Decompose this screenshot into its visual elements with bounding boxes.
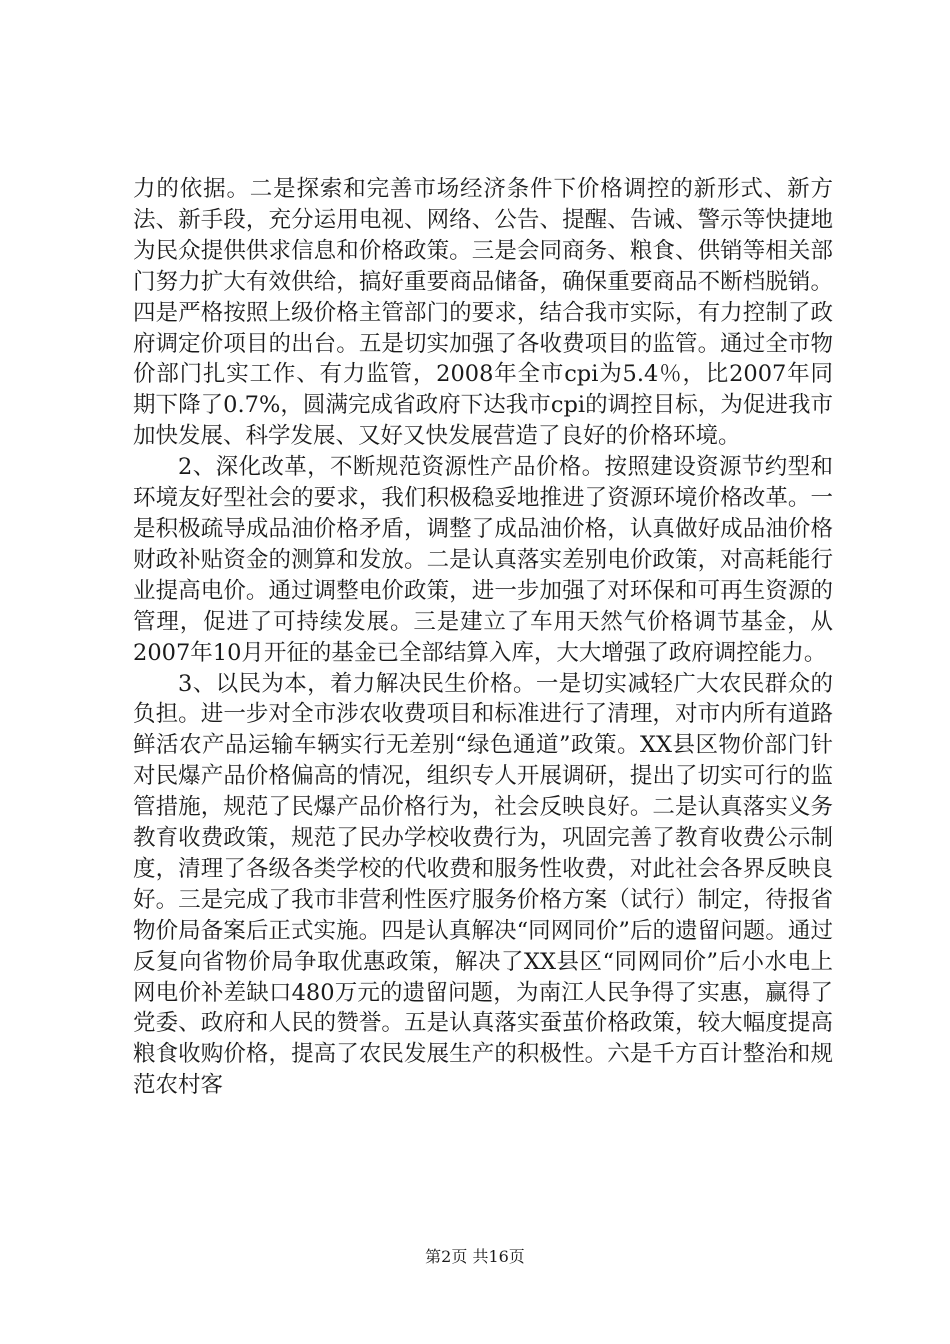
page-footer: 第2页 共16页: [425, 1247, 525, 1266]
paragraph-1: 力的依据。二是探索和完善市场经济条件下价格调控的新形式、新方法、新手段，充分运用电视、网络、公告、提醒、告诫、警示等快捷地为民众提供供求信息和价格政策。三是会同商务、粮食、供销等相关部门努力扩大有效供给，搞好重要商品储备，确保重要商品不断档脱销。四是严格按照上级价格主管部门的要求，结合我市实际，有力控制了政府调定价项目的出台。五是切实加强了各收费项目的监管。通过全市物价部门扎实工作、有力监管，2008年全市cpi为5.4％，比2007年同期下降了0.7%，圆满完成省政府下达我市cpi的调控目标，为促进我市加快发展、科学发展、又好又快发展营造了良好的价格环境。: [133, 176, 833, 450]
document-body: [133, 174, 833, 1101]
paragraph-2: 2、深化改革，不断规范资源性产品价格。按照建设资源节约型和环境友好型社会的要求，我们积极稳妥地推进了资源环境价格改革。一是积极疏导成品油价格矛盾，调整了成品油价格，认真做好成品油价格财政补贴资金的测算和发放。二是认真落实差别电价政策，对高耗能行业提高电价。通过调整电价政策，进一步加强了对环保和可再生资源的管理，促进了可持续发展。三是建立了车用天然气价格调节基金，从2007年10月开征的基金已全部结算入库，大大增强了政府调控能力。: [133, 454, 833, 666]
paragraph-3: 3、以民为本，着力解决民生价格。一是切实减轻广大农民群众的负担。进一步对全市涉农收费项目和标准进行了清理，对市内所有道路鲜活农产品运输车辆实行无差别“绿色通道”政策。XX县区物价部门针对民爆产品价格偏高的情况，组织专人开展调研，提出了切实可行的监管措施，规范了民爆产品价格行为，社会反映良好。二是认真落实义务教育收费政策，规范了民办学校收费行为，巩固完善了教育收费公示制度，清理了各级各类学校的代收费和服务性收费，对此社会各界反映良好。三是完成了我市非营利性医疗服务价格方案（试行）制定，待报省物价局备案后正式实施。四是认真解决“同网同价”后的遗留问题。通过反复向省物价局争取优惠政策，解决了XX县区“同网同价”后小水电上网电价补差缺口480万元的遗留问题，为南江人民争得了实惠，赢得了党委、政府和人民的赞誉。五是认真落实蚕茧价格政策，较大幅度提高粮食收购价格，提高了农民发展生产的积极性。六是千方百计整治和规范农村客: [133, 670, 833, 1099]
